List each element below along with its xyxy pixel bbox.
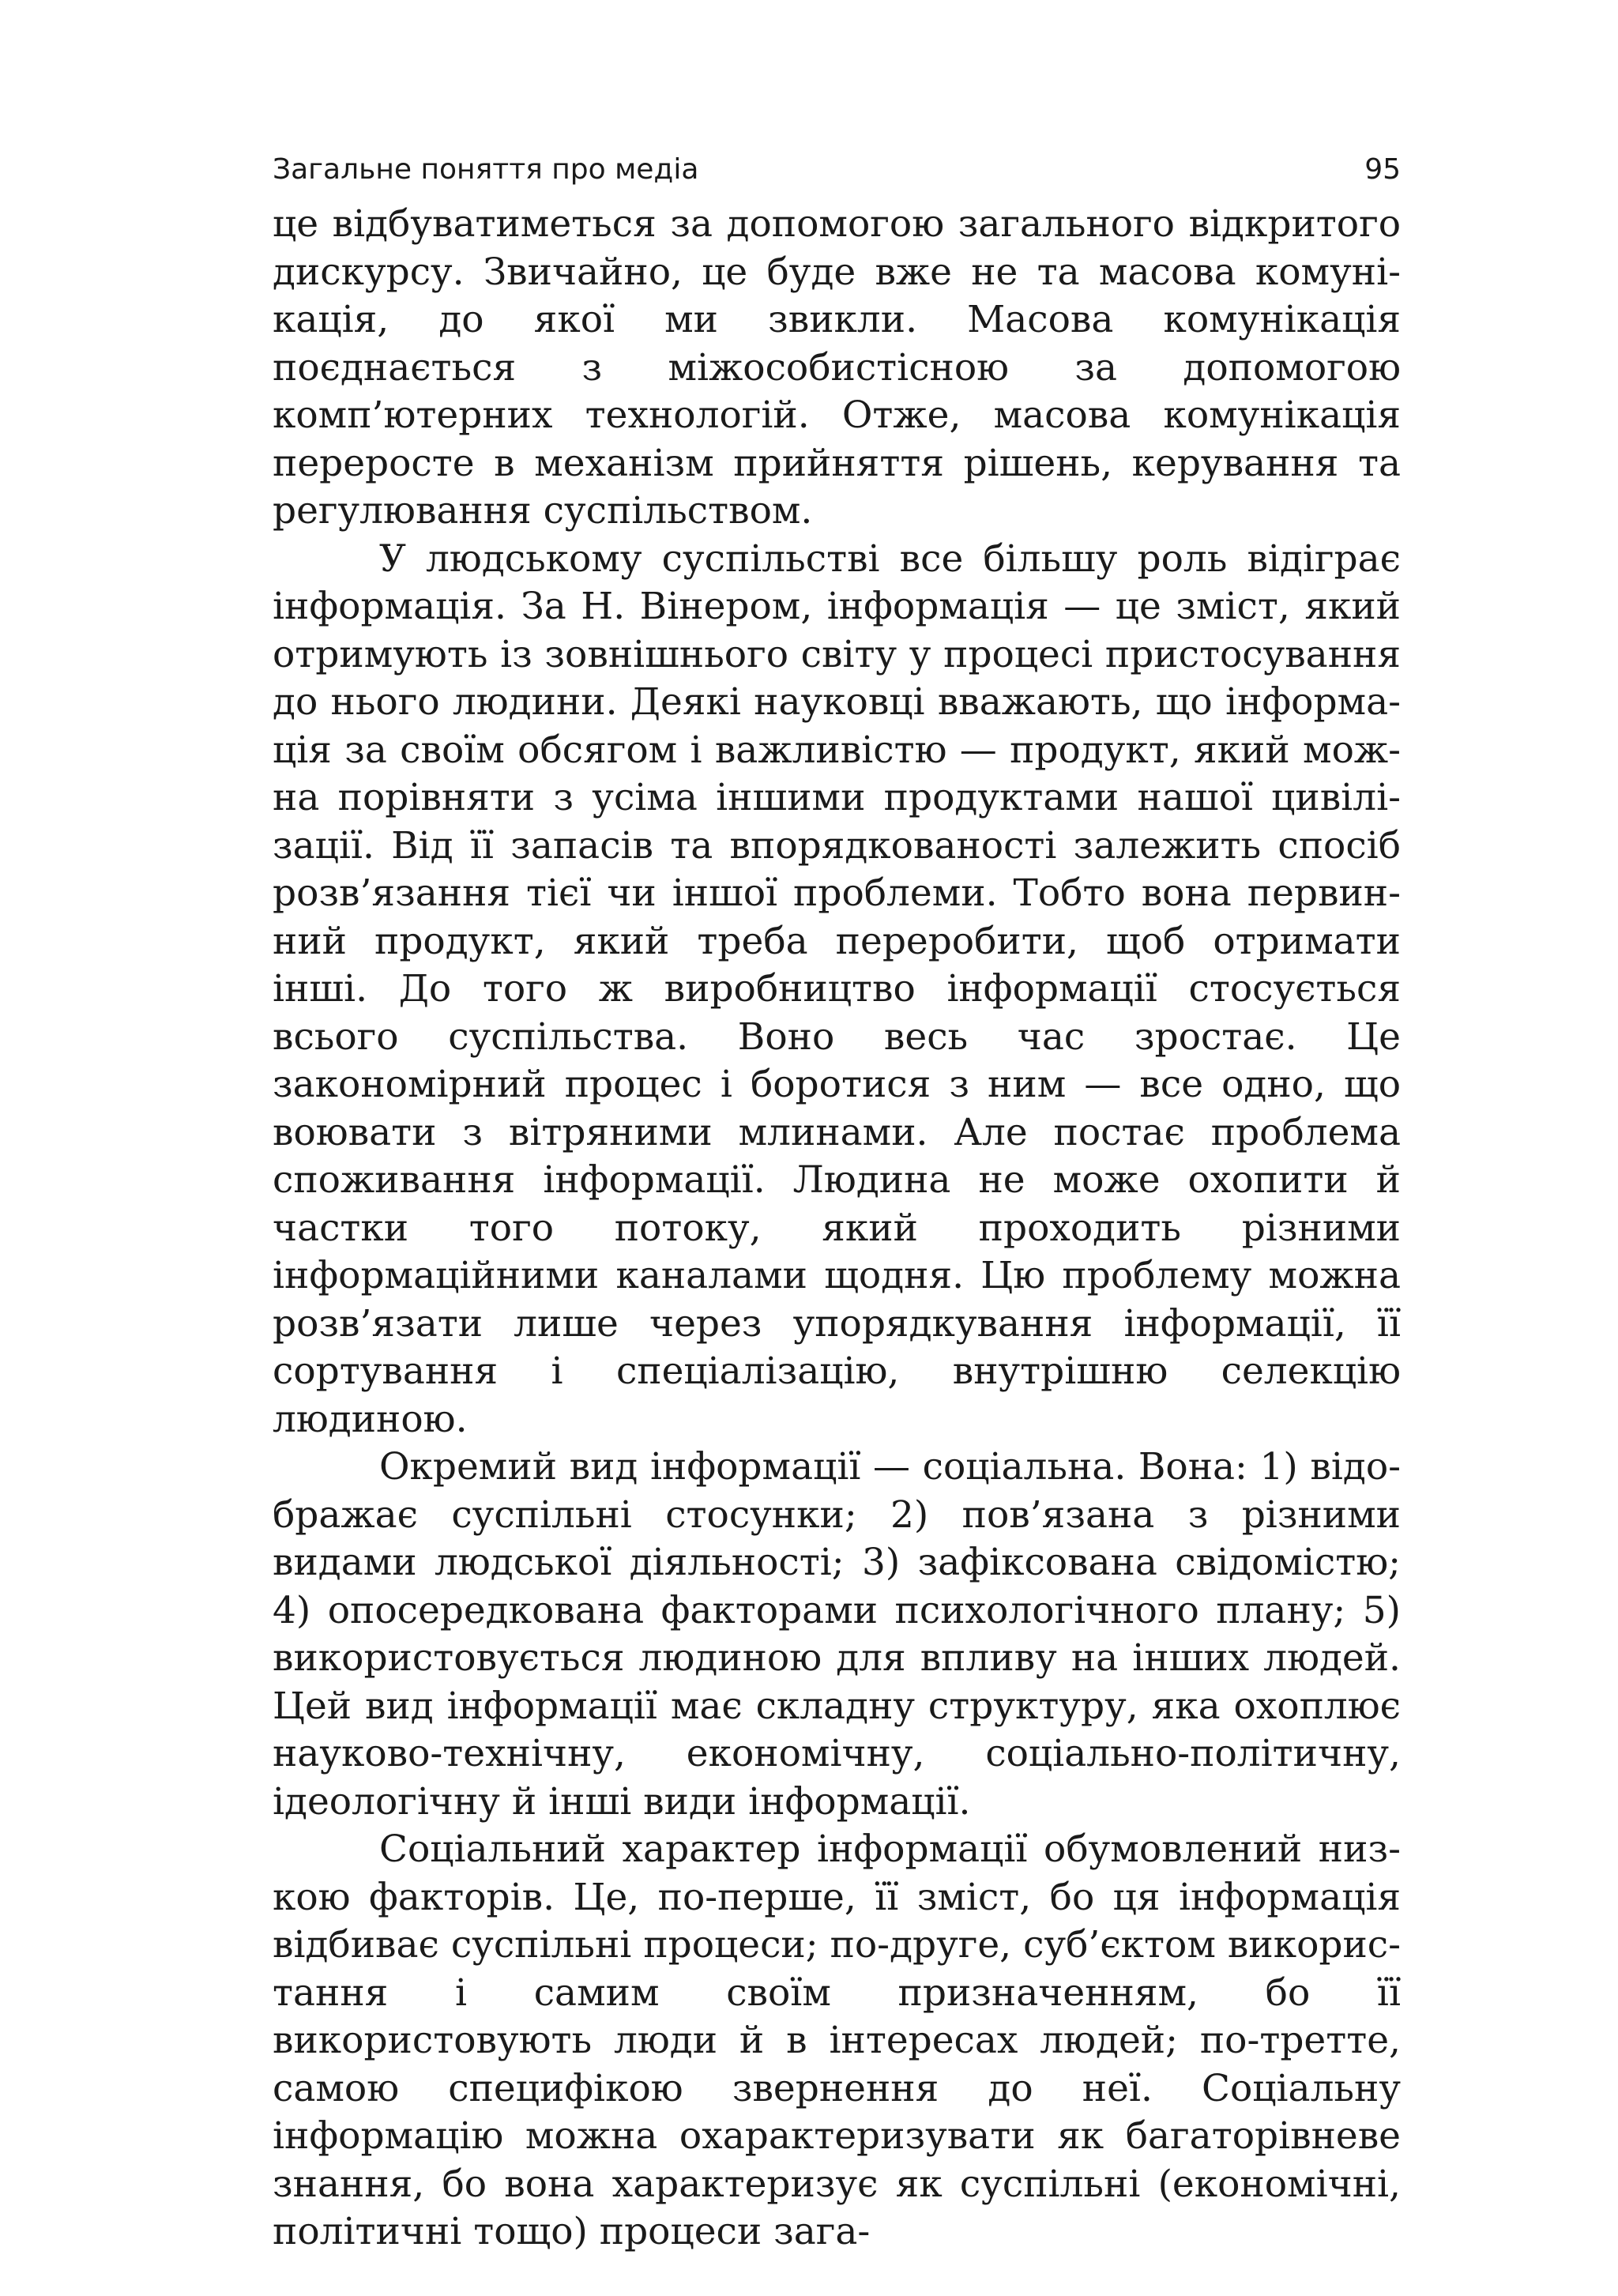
running-header <box>273 150 1401 190</box>
body-text <box>273 201 1401 2256</box>
paragraph-continuation: це відбуватиметься за допомогою загального відкритого дискурсу. Звичайно, це буде вже не та масова комунікація, до якої ми звикли. Масова комунікація поєднається з міжособистісною за допомогою комп’ютерних технологій. Отже, масова комунікація переросте в механізм прийняття рішень, керування та регулювання суспільством. <box>273 202 1401 533</box>
page-number: 95 <box>1364 153 1401 186</box>
paragraph-information-role: У людському суспільстві все більшу роль відіграє інформація. За Н. Вінером, інформація — це зміст, який отримують із зовнішнього світу у процесі пристосування до нього людини. Деякі науковці вважають, що інформація за своїм обсягом і важливістю — продукт, який можна порівняти з усіма іншими продуктами нашої цивілізації. Від її запасів та впорядкованості залежить спосіб розв’язання тієї чи іншої проблеми. Тобто вона первинний продукт, який треба переробити, щоб отримати інші. До того ж виробництво інформації стосується всього суспільства. Воно весь час зростає. Це закономірний процес і боротися з ним — все одно, що воювати з вітряними млинами. Але постає проблема споживання інформації. Людина не може охопити й частки того потоку, який проходить різними інформаційними каналами щодня. Цю проблему можна розв’язати лише через упорядкування інформації, її сортування і спеціалізацію, внутрішню селекцію людиною. <box>273 536 1401 1441</box>
chapter-title: Загальне поняття про медіа <box>273 153 699 186</box>
book-page <box>273 150 1401 2256</box>
paragraph-social-character: Соціальний характер інформації обумовлений низкою факторів. Це, по-перше, її зміст, бо ця інформація відбиває суспільні процеси; по-друге, суб’єктом використання і самим своїм призначенням, бо її використовують люди й в інтересах людей; по-третте, самою специфікою звернення до неї. Соціальну інформацію можна охарактеризувати як багаторівневе знання, бо вона характеризує як суспільні (економічні, політичні тощо) процеси зага- <box>273 1827 1401 2253</box>
paragraph-social-information: Окремий вид інформації — соціальна. Вона: 1) відображає суспільні стосунки; 2) пов’язана з різними видами людської діяльності; 3) зафіксована свідомістю; 4) опосередкована факторами психологічного плану; 5) використовується людиною для впливу на інших людей. Цей вид інформації має складну структуру, яка охоплює науково-технічну, економічну, соціально-політичну, ідеологічну й інші види інформації. <box>273 1445 1401 1824</box>
